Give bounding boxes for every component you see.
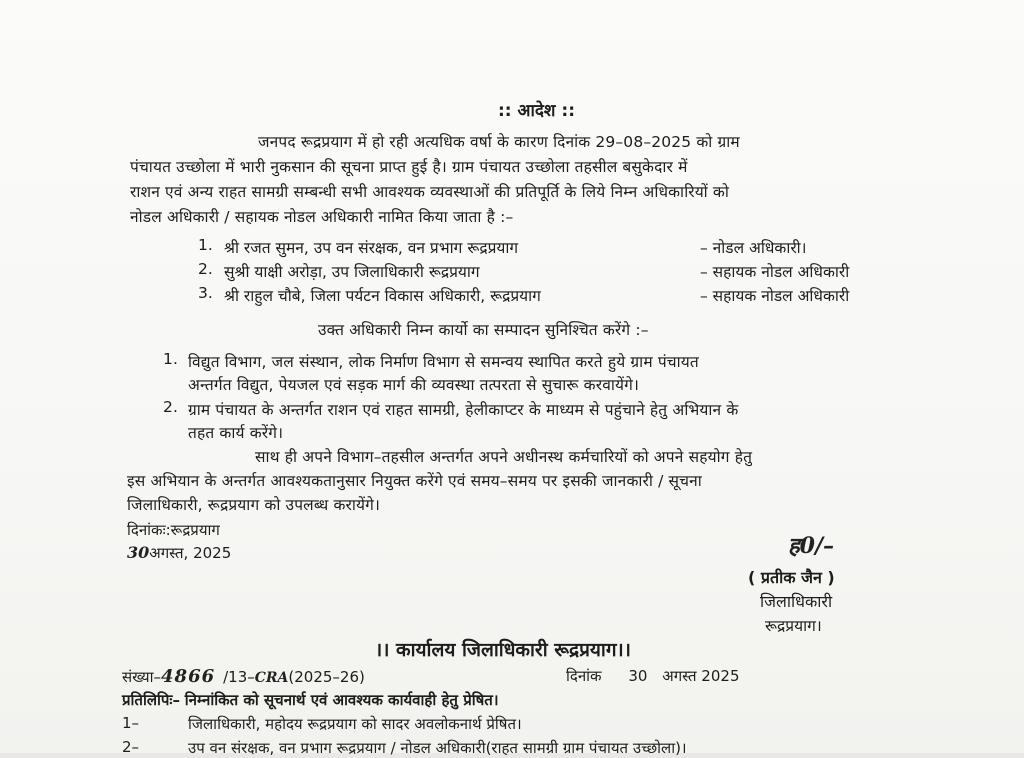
officer-num-2: 2. (198, 260, 213, 278)
dispatch-date (566, 666, 739, 686)
intro-line-2: पंचायत उच्छोला में भारी नुकसान की सूचना प्राप्त हुई है। ग्राम पंचायत उच्छोला तहसील बसुकेदार में (130, 158, 688, 176)
officer-role-1: – नोडल अधिकारी। (700, 239, 807, 257)
closing-line-1: साथ ही अपने विभाग–तहसील अन्तर्गत अपने अधीनस्थ कर्मचारियों को अपने सहयोग हेतु (255, 448, 753, 466)
duty-2-line-1: ग्राम पंचायत के अन्तर्गत राशन एवं राहत सामग्री, हेलीकाप्टर के माध्यम से पहुंचाने हेतु अभियान के (188, 401, 739, 419)
closing-line-2: इस अभियान के अन्तर्गत आवश्यकतानुसार नियुक्त करेंगे एवं समय–समय पर इसकी जानकारी / सूचना (127, 472, 702, 490)
officer-name-1: श्री रजत सुमन, उप वन संरक्षक, वन प्रभाग रूद्रप्रयाग (224, 239, 519, 257)
intro-line-1: जनपद रूद्रप्रयाग में हो रही अत्यधिक वर्षा के कारण दिनांक 29–08–2025 को ग्राम (258, 133, 740, 151)
closing-line-3: जिलाधिकारी, रूद्रप्रयाग को उपलब्ध करायेंगे। (127, 496, 381, 514)
dispatch-date-label: दिनांक (566, 667, 602, 685)
officer-role-2: – सहायक नोडल अधिकारी (700, 263, 850, 281)
signatory-place: रूद्रप्रयाग। (765, 617, 822, 635)
duty-2-line-2: तहत कार्य करेंगे। (188, 424, 284, 442)
dispatch-number (122, 666, 365, 687)
signatory-designation: जिलाधिकारी (760, 592, 833, 611)
dispatch-number-handwritten: 4866 (161, 666, 216, 687)
recipient-num-1: 1– (122, 714, 140, 732)
dispatch-number-tail: (2025–26) (288, 668, 365, 686)
officer-num-1: 1. (198, 236, 213, 254)
recipient-text-1: जिलाधिकारी, महोदय रूद्रप्रयाग को सादर अवलोकनार्थ प्रेषित। (188, 715, 522, 733)
order-title: :: आदेश :: (498, 101, 575, 121)
recipient-text-2: उप वन संरक्षक, वन प्रभाग रूद्रप्रयाग / नोडल अधिकारी(राहत सामग्री ग्राम पंचायत उच्छोला)। (188, 739, 687, 757)
officer-num-3: 3. (198, 284, 213, 302)
order-date-handwritten-day: 30 (127, 543, 150, 562)
duty-1-line-1: विद्युत विभाग, जल संस्थान, लोक निर्माण विभाग से समन्वय स्थापित करते हुये ग्राम पंचायत (188, 353, 699, 371)
recipient-num-2: 2– (122, 738, 140, 756)
dispatch-date-rest: अगस्त 2025 (662, 667, 740, 685)
signatory-name: ( प्रतीक जैन ) (748, 568, 835, 587)
officer-role-3: – सहायक नोडल अधिकारी (700, 287, 850, 305)
duties-intro: उक्त अधिकारी निम्न कार्यो का सम्पादन सुनिश्चित करेंगे :– (318, 321, 649, 339)
office-heading: ।। कार्यालय जिलाधिकारी रूद्रप्रयाग।। (375, 639, 631, 661)
order-date (127, 543, 231, 563)
copy-text: निम्नांकित को सूचनार्थ एवं आवश्यक कार्यवाही हेतु प्रेषित। (184, 691, 499, 709)
dispatch-number-handwritten-code: CRA (254, 670, 289, 686)
copy-line (122, 690, 499, 710)
duty-num-2: 2. (163, 398, 179, 416)
copy-label: प्रतिलिपिः– (122, 691, 180, 709)
duty-1-line-2: अन्तर्गत विद्युत, पेयजल एवं सड़क मार्ग की व्यवस्था तत्परता से सुचारू करवायेंगे। (188, 376, 640, 394)
intro-line-4: नोडल अधिकारी / सहायक नोडल अधिकारी नामित किया जाता है :– (130, 208, 514, 226)
dispatch-date-day: 30 (628, 667, 648, 685)
duty-num-1: 1. (163, 350, 179, 368)
intro-line-3: राशन एवं अन्य राहत सामग्री सम्बन्धी सभी आवश्यक व्यवस्थाओं की प्रतिपूर्ति के लिये निम्न अधिकारियों को (130, 183, 729, 201)
signature-scrawl: ह0/– (788, 533, 835, 559)
officer-name-3: श्री राहुल चौबे, जिला पर्यटन विकास अधिकारी, रूद्रप्रयाग (224, 287, 541, 305)
dispatch-number-label: संख्या– (122, 668, 162, 686)
order-date-rest: अगस्त, 2025 (149, 544, 232, 562)
order-date-label: दिनांकः:रूद्रप्रयाग (127, 521, 220, 539)
dispatch-number-mid: /13– (223, 668, 255, 686)
officer-name-2: सुश्री याक्षी अरोड़ा, उप जिलाधिकारी रूद्रप्रयाग (224, 263, 480, 281)
